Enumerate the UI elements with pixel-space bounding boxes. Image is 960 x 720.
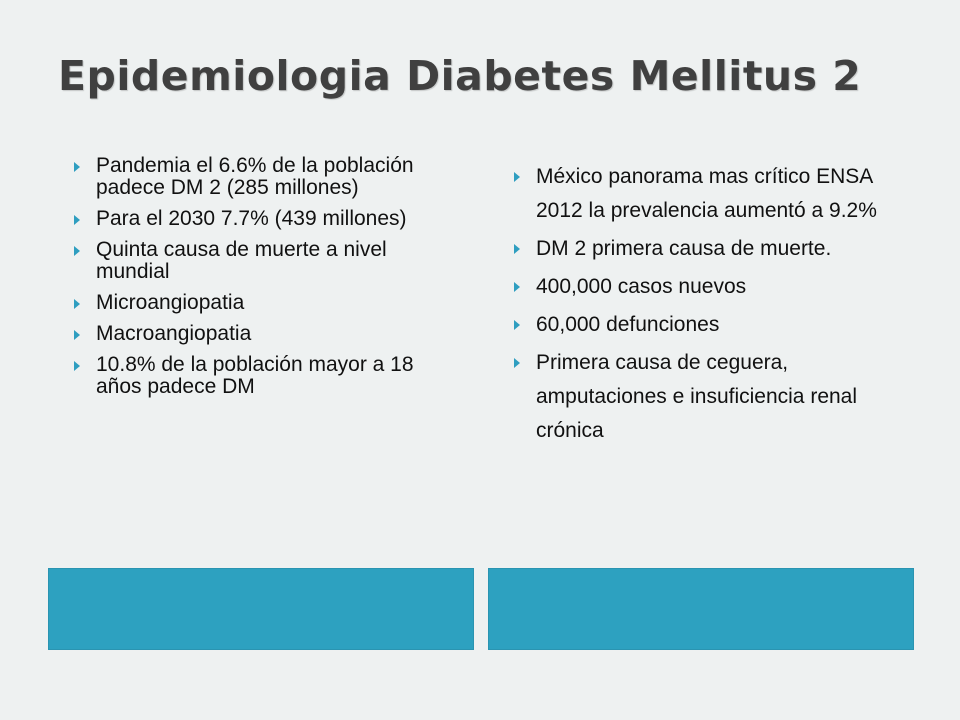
- footer-bar-right: [488, 568, 914, 650]
- bullet-text: Primera causa de ceguera, amputaciones e insuficiencia renal crónica: [536, 351, 858, 442]
- triangle-bullet-icon: [74, 330, 80, 340]
- triangle-bullet-icon: [74, 162, 80, 172]
- triangle-bullet-icon: [514, 282, 520, 292]
- triangle-bullet-icon: [74, 246, 80, 256]
- bullet-text: Quinta causa de muerte a nivel mundial: [96, 238, 387, 283]
- list-item: [510, 346, 920, 448]
- list-item: [70, 292, 460, 314]
- bullet-text: 10.8% de la población mayor a 18 años padece DM: [96, 353, 414, 398]
- triangle-bullet-icon: [74, 361, 80, 371]
- bullet-text: DM 2 primera causa de muerte.: [536, 237, 832, 260]
- triangle-bullet-icon: [74, 215, 80, 225]
- triangle-bullet-icon: [514, 358, 520, 368]
- bullet-text: Macroangiopatia: [96, 322, 252, 345]
- bullet-text: Para el 2030 7.7% (439 millones): [96, 207, 407, 230]
- list-item: [70, 239, 460, 283]
- list-item: [70, 354, 460, 398]
- bullet-text: México panorama mas crítico ENSA 2012 la prevalencia aumentó a 9.2%: [536, 165, 877, 222]
- bullet-text: Pandemia el 6.6% de la población padece DM 2 (285 millones): [96, 154, 414, 199]
- triangle-bullet-icon: [74, 299, 80, 309]
- list-item: [510, 270, 920, 304]
- triangle-bullet-icon: [514, 172, 520, 182]
- triangle-bullet-icon: [514, 320, 520, 330]
- right-bullet-list: [510, 160, 920, 452]
- list-item: [510, 160, 920, 228]
- slide-title: Epidemiologia Diabetes Mellitus 2: [58, 52, 862, 100]
- list-item: [70, 323, 460, 345]
- triangle-bullet-icon: [514, 244, 520, 254]
- bullet-text: 400,000 casos nuevos: [536, 275, 747, 298]
- bullet-text: Microangiopatia: [96, 291, 245, 314]
- list-item: [70, 208, 460, 230]
- list-item: [510, 232, 920, 266]
- footer-bar-left: [48, 568, 474, 650]
- list-item: [510, 308, 920, 342]
- list-item: [70, 155, 460, 199]
- left-bullet-list: [70, 155, 460, 407]
- bullet-text: 60,000 defunciones: [536, 313, 720, 336]
